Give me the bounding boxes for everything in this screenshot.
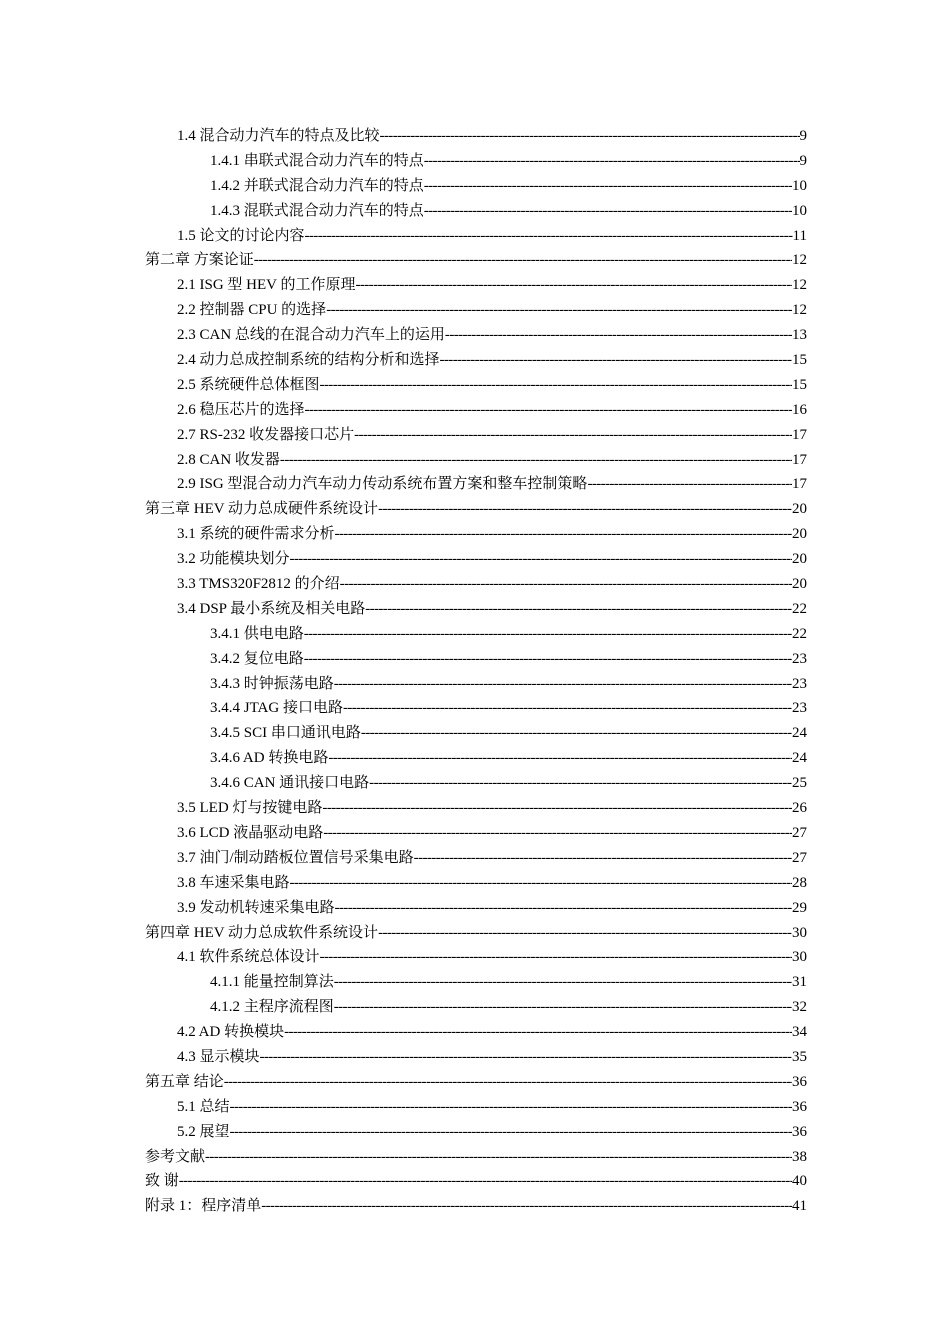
toc-leader-dashes — [320, 945, 792, 970]
toc-entry-title: 3.2 功能模块划分 — [177, 551, 290, 568]
toc-entry[interactable] — [145, 696, 807, 721]
toc-entry-page-number: 10 — [792, 177, 807, 194]
toc-entry-title: 3.7 油门/制动踏板位置信号采集电路 — [177, 849, 414, 866]
toc-entry[interactable] — [145, 1095, 807, 1120]
toc-entry[interactable] — [145, 995, 807, 1020]
toc-entry-page-number: 12 — [792, 302, 807, 319]
toc-leader-dashes — [414, 846, 792, 871]
toc-leader-dashes — [179, 1169, 792, 1194]
toc-entry-page-number: 12 — [792, 252, 807, 269]
toc-entry-title: 3.4.5 SCI 串口通讯电路 — [210, 725, 361, 742]
toc-entry-title: 3.8 车速采集电路 — [177, 874, 290, 891]
toc-entry-title: 附录 1：程序清单 — [145, 1198, 262, 1215]
toc-entry[interactable] — [145, 1145, 807, 1170]
toc-leader-dashes — [335, 522, 792, 547]
toc-entry-page-number: 23 — [792, 675, 807, 692]
toc-entry-page-number: 36 — [792, 1123, 807, 1140]
toc-entry-page-number: 20 — [792, 501, 807, 518]
toc-entry-title: 2.1 ISG 型 HEV 的工作原理 — [177, 277, 356, 294]
toc-entry-page-number: 38 — [792, 1148, 807, 1165]
toc-entry[interactable] — [145, 497, 807, 522]
toc-entry-page-number: 10 — [792, 202, 807, 219]
toc-entry-page-number: 23 — [792, 700, 807, 717]
toc-entry-title: 4.1.1 能量控制算法 — [210, 974, 334, 991]
toc-entry[interactable] — [145, 921, 807, 946]
toc-entry[interactable] — [145, 398, 807, 423]
toc-entry-title: 第三章 HEV 动力总成硬件系统设计 — [145, 501, 379, 518]
toc-entry-page-number: 25 — [792, 775, 807, 792]
toc-entry[interactable] — [145, 796, 807, 821]
toc-leader-dashes — [326, 298, 792, 323]
toc-leader-dashes — [334, 672, 792, 697]
toc-leader-dashes — [587, 472, 792, 497]
toc-leader-dashes — [424, 199, 792, 224]
toc-entry-page-number: 9 — [799, 152, 807, 169]
toc-entry-title: 3.3 TMS320F2812 的介绍 — [177, 576, 340, 593]
toc-leader-dashes — [323, 821, 792, 846]
toc-leader-dashes — [205, 1145, 792, 1170]
toc-entry-title: 3.4.6 AD 转换电路 — [210, 750, 329, 767]
toc-entry-page-number: 24 — [792, 750, 807, 767]
toc-entry-title: 3.5 LED 灯与按键电路 — [177, 800, 323, 817]
toc-entry[interactable] — [145, 298, 807, 323]
toc-entry-title: 致 谢 — [145, 1173, 179, 1190]
toc-leader-dashes — [224, 1070, 792, 1095]
toc-entry-title: 2.3 CAN 总线的在混合动力汽车上的运用 — [177, 327, 445, 344]
toc-leader-dashes — [280, 448, 792, 473]
toc-leader-dashes — [261, 1194, 792, 1219]
toc-entry-title: 2.5 系统硬件总体框图 — [177, 376, 320, 393]
toc-leader-dashes — [424, 174, 792, 199]
toc-entry-title: 2.8 CAN 收发器 — [177, 451, 280, 468]
toc-leader-dashes — [230, 1095, 792, 1120]
toc-entry[interactable] — [145, 273, 807, 298]
toc-entry-page-number: 22 — [792, 625, 807, 642]
toc-entry[interactable] — [145, 174, 807, 199]
toc-entry-page-number: 36 — [792, 1098, 807, 1115]
toc-entry[interactable] — [145, 323, 807, 348]
toc-entry-title: 1.5 论文的讨论内容 — [177, 227, 305, 244]
toc-entry-page-number: 17 — [792, 426, 807, 443]
toc-entry-page-number: 16 — [792, 401, 807, 418]
toc-entry[interactable] — [145, 1020, 807, 1045]
toc-leader-dashes — [334, 970, 792, 995]
toc-entry-page-number: 22 — [792, 600, 807, 617]
toc-leader-dashes — [378, 921, 792, 946]
toc-leader-dashes — [380, 124, 800, 149]
toc-leader-dashes — [424, 149, 800, 174]
toc-entry-title: 第五章 结论 — [145, 1073, 224, 1090]
toc-entry[interactable] — [145, 373, 807, 398]
toc-entry-page-number: 20 — [792, 526, 807, 543]
toc-entry[interactable] — [145, 1120, 807, 1145]
toc-leader-dashes — [354, 423, 792, 448]
toc-entry-page-number: 15 — [792, 352, 807, 369]
toc-leader-dashes — [304, 622, 792, 647]
toc-entry[interactable] — [145, 547, 807, 572]
toc-entry-title: 2.2 控制器 CPU 的选择 — [177, 302, 327, 319]
table-of-contents — [145, 124, 807, 1219]
toc-entry-page-number: 20 — [792, 576, 807, 593]
toc-entry[interactable] — [145, 846, 807, 871]
toc-entry-page-number: 34 — [792, 1024, 807, 1041]
toc-entry-page-number: 17 — [792, 451, 807, 468]
toc-entry-page-number: 31 — [792, 974, 807, 991]
toc-entry-page-number: 30 — [792, 924, 807, 941]
toc-entry-title: 3.9 发动机转速采集电路 — [177, 899, 335, 916]
toc-entry-title: 3.4 DSP 最小系统及相关电路 — [177, 600, 366, 617]
toc-entry[interactable] — [145, 672, 807, 697]
toc-entry-page-number: 28 — [792, 874, 807, 891]
toc-entry-page-number: 40 — [792, 1173, 807, 1190]
toc-entry[interactable] — [145, 771, 807, 796]
toc-entry[interactable] — [145, 721, 807, 746]
toc-entry-page-number: 9 — [799, 128, 807, 144]
toc-entry-page-number: 24 — [792, 725, 807, 742]
toc-entry-title: 4.2 AD 转换模块 — [177, 1024, 285, 1041]
toc-entry-title: 3.4.6 CAN 通讯接口电路 — [210, 775, 370, 792]
toc-leader-dashes — [369, 771, 792, 796]
toc-leader-dashes — [305, 224, 793, 249]
toc-entry-title: 4.3 显示模块 — [177, 1048, 260, 1065]
toc-entry-page-number: 30 — [792, 949, 807, 966]
toc-entry-title: 第二章 方案论证 — [145, 252, 254, 269]
toc-entry[interactable] — [145, 1070, 807, 1095]
toc-entry[interactable] — [145, 597, 807, 622]
toc-leader-dashes — [335, 896, 792, 921]
toc-entry[interactable] — [145, 1169, 807, 1194]
toc-leader-dashes — [290, 547, 792, 572]
toc-leader-dashes — [322, 796, 792, 821]
toc-entry-page-number: 12 — [792, 277, 807, 294]
toc-entry[interactable] — [145, 572, 807, 597]
toc-entry-page-number: 20 — [792, 551, 807, 568]
toc-leader-dashes — [328, 746, 792, 771]
toc-leader-dashes — [230, 1120, 792, 1145]
toc-entry-title: 第四章 HEV 动力总成软件系统设计 — [145, 924, 379, 941]
toc-leader-dashes — [254, 248, 792, 273]
toc-entry-title: 3.4.4 JTAG 接口电路 — [210, 700, 343, 717]
toc-entry-title: 5.2 展望 — [177, 1123, 230, 1140]
toc-entry-page-number: 27 — [792, 849, 807, 866]
toc-entry[interactable] — [145, 647, 807, 672]
toc-entry-page-number: 11 — [792, 227, 807, 244]
toc-leader-dashes — [320, 373, 792, 398]
toc-entry[interactable] — [145, 896, 807, 921]
toc-entry-title: 1.4.3 混联式混合动力汽车的特点 — [210, 202, 424, 219]
toc-entry-title: 3.1 系统的硬件需求分析 — [177, 526, 335, 543]
toc-entry-title: 1.4.1 串联式混合动力汽车的特点 — [210, 152, 424, 169]
toc-entry[interactable] — [145, 149, 807, 174]
toc-leader-dashes — [378, 497, 792, 522]
toc-leader-dashes — [334, 995, 792, 1020]
toc-entry[interactable] — [145, 1194, 807, 1219]
toc-entry[interactable] — [145, 124, 807, 149]
toc-entry-title: 2.7 RS-232 收发器接口芯片 — [177, 426, 355, 443]
toc-entry[interactable] — [145, 248, 807, 273]
toc-entry-page-number: 27 — [792, 824, 807, 841]
toc-entry[interactable] — [145, 821, 807, 846]
toc-entry[interactable] — [145, 423, 807, 448]
toc-entry-title: 2.4 动力总成控制系统的结构分析和选择 — [177, 352, 440, 369]
toc-entry-title: 参考文献 — [145, 1148, 206, 1165]
toc-entry-page-number: 32 — [792, 999, 807, 1016]
toc-leader-dashes — [340, 572, 792, 597]
toc-entry[interactable] — [145, 622, 807, 647]
toc-entry-title: 5.1 总结 — [177, 1098, 230, 1115]
toc-entry-page-number: 17 — [792, 476, 807, 493]
toc-entry-page-number: 36 — [792, 1073, 807, 1090]
toc-entry-page-number: 13 — [792, 327, 807, 344]
toc-leader-dashes — [445, 323, 792, 348]
toc-entry-page-number: 23 — [792, 650, 807, 667]
toc-entry[interactable] — [145, 472, 807, 497]
toc-entry[interactable] — [145, 945, 807, 970]
toc-leader-dashes — [355, 273, 792, 298]
toc-entry-page-number: 35 — [792, 1048, 807, 1065]
toc-entry-page-number: 29 — [792, 899, 807, 916]
toc-entry-title: 4.1 软件系统总体设计 — [177, 949, 320, 966]
toc-entry[interactable] — [145, 1045, 807, 1070]
toc-entry-title: 3.4.3 时钟振荡电路 — [210, 675, 334, 692]
toc-entry[interactable] — [145, 970, 807, 995]
toc-entry-title: 3.4.1 供电电路 — [210, 625, 304, 642]
toc-entry-title: 1.4 混合动力汽车的特点及比较 — [177, 128, 380, 144]
toc-entry-title: 4.1.2 主程序流程图 — [210, 999, 334, 1016]
toc-leader-dashes — [365, 597, 792, 622]
toc-leader-dashes — [440, 348, 792, 373]
toc-entry[interactable] — [145, 224, 807, 249]
toc-entry[interactable] — [145, 871, 807, 896]
toc-entry[interactable] — [145, 448, 807, 473]
toc-entry-page-number: 26 — [792, 800, 807, 817]
toc-entry[interactable] — [145, 199, 807, 224]
toc-entry-title: 2.6 稳压芯片的选择 — [177, 401, 305, 418]
toc-leader-dashes — [343, 696, 792, 721]
toc-leader-dashes — [284, 1020, 792, 1045]
toc-leader-dashes — [290, 871, 792, 896]
toc-leader-dashes — [361, 721, 792, 746]
toc-entry-title: 2.9 ISG 型混合动力汽车动力传动系统布置方案和整车控制策略 — [177, 476, 588, 493]
toc-entry-page-number: 15 — [792, 376, 807, 393]
toc-entry-page-number: 41 — [792, 1198, 807, 1215]
toc-entry[interactable] — [145, 348, 807, 373]
toc-entry-title: 1.4.2 并联式混合动力汽车的特点 — [210, 177, 424, 194]
toc-leader-dashes — [304, 647, 792, 672]
toc-entry-title: 3.4.2 复位电路 — [210, 650, 304, 667]
toc-entry[interactable] — [145, 746, 807, 771]
toc-entry-title: 3.6 LCD 液晶驱动电路 — [177, 824, 324, 841]
toc-leader-dashes — [305, 398, 792, 423]
toc-leader-dashes — [260, 1045, 792, 1070]
toc-entry[interactable] — [145, 522, 807, 547]
